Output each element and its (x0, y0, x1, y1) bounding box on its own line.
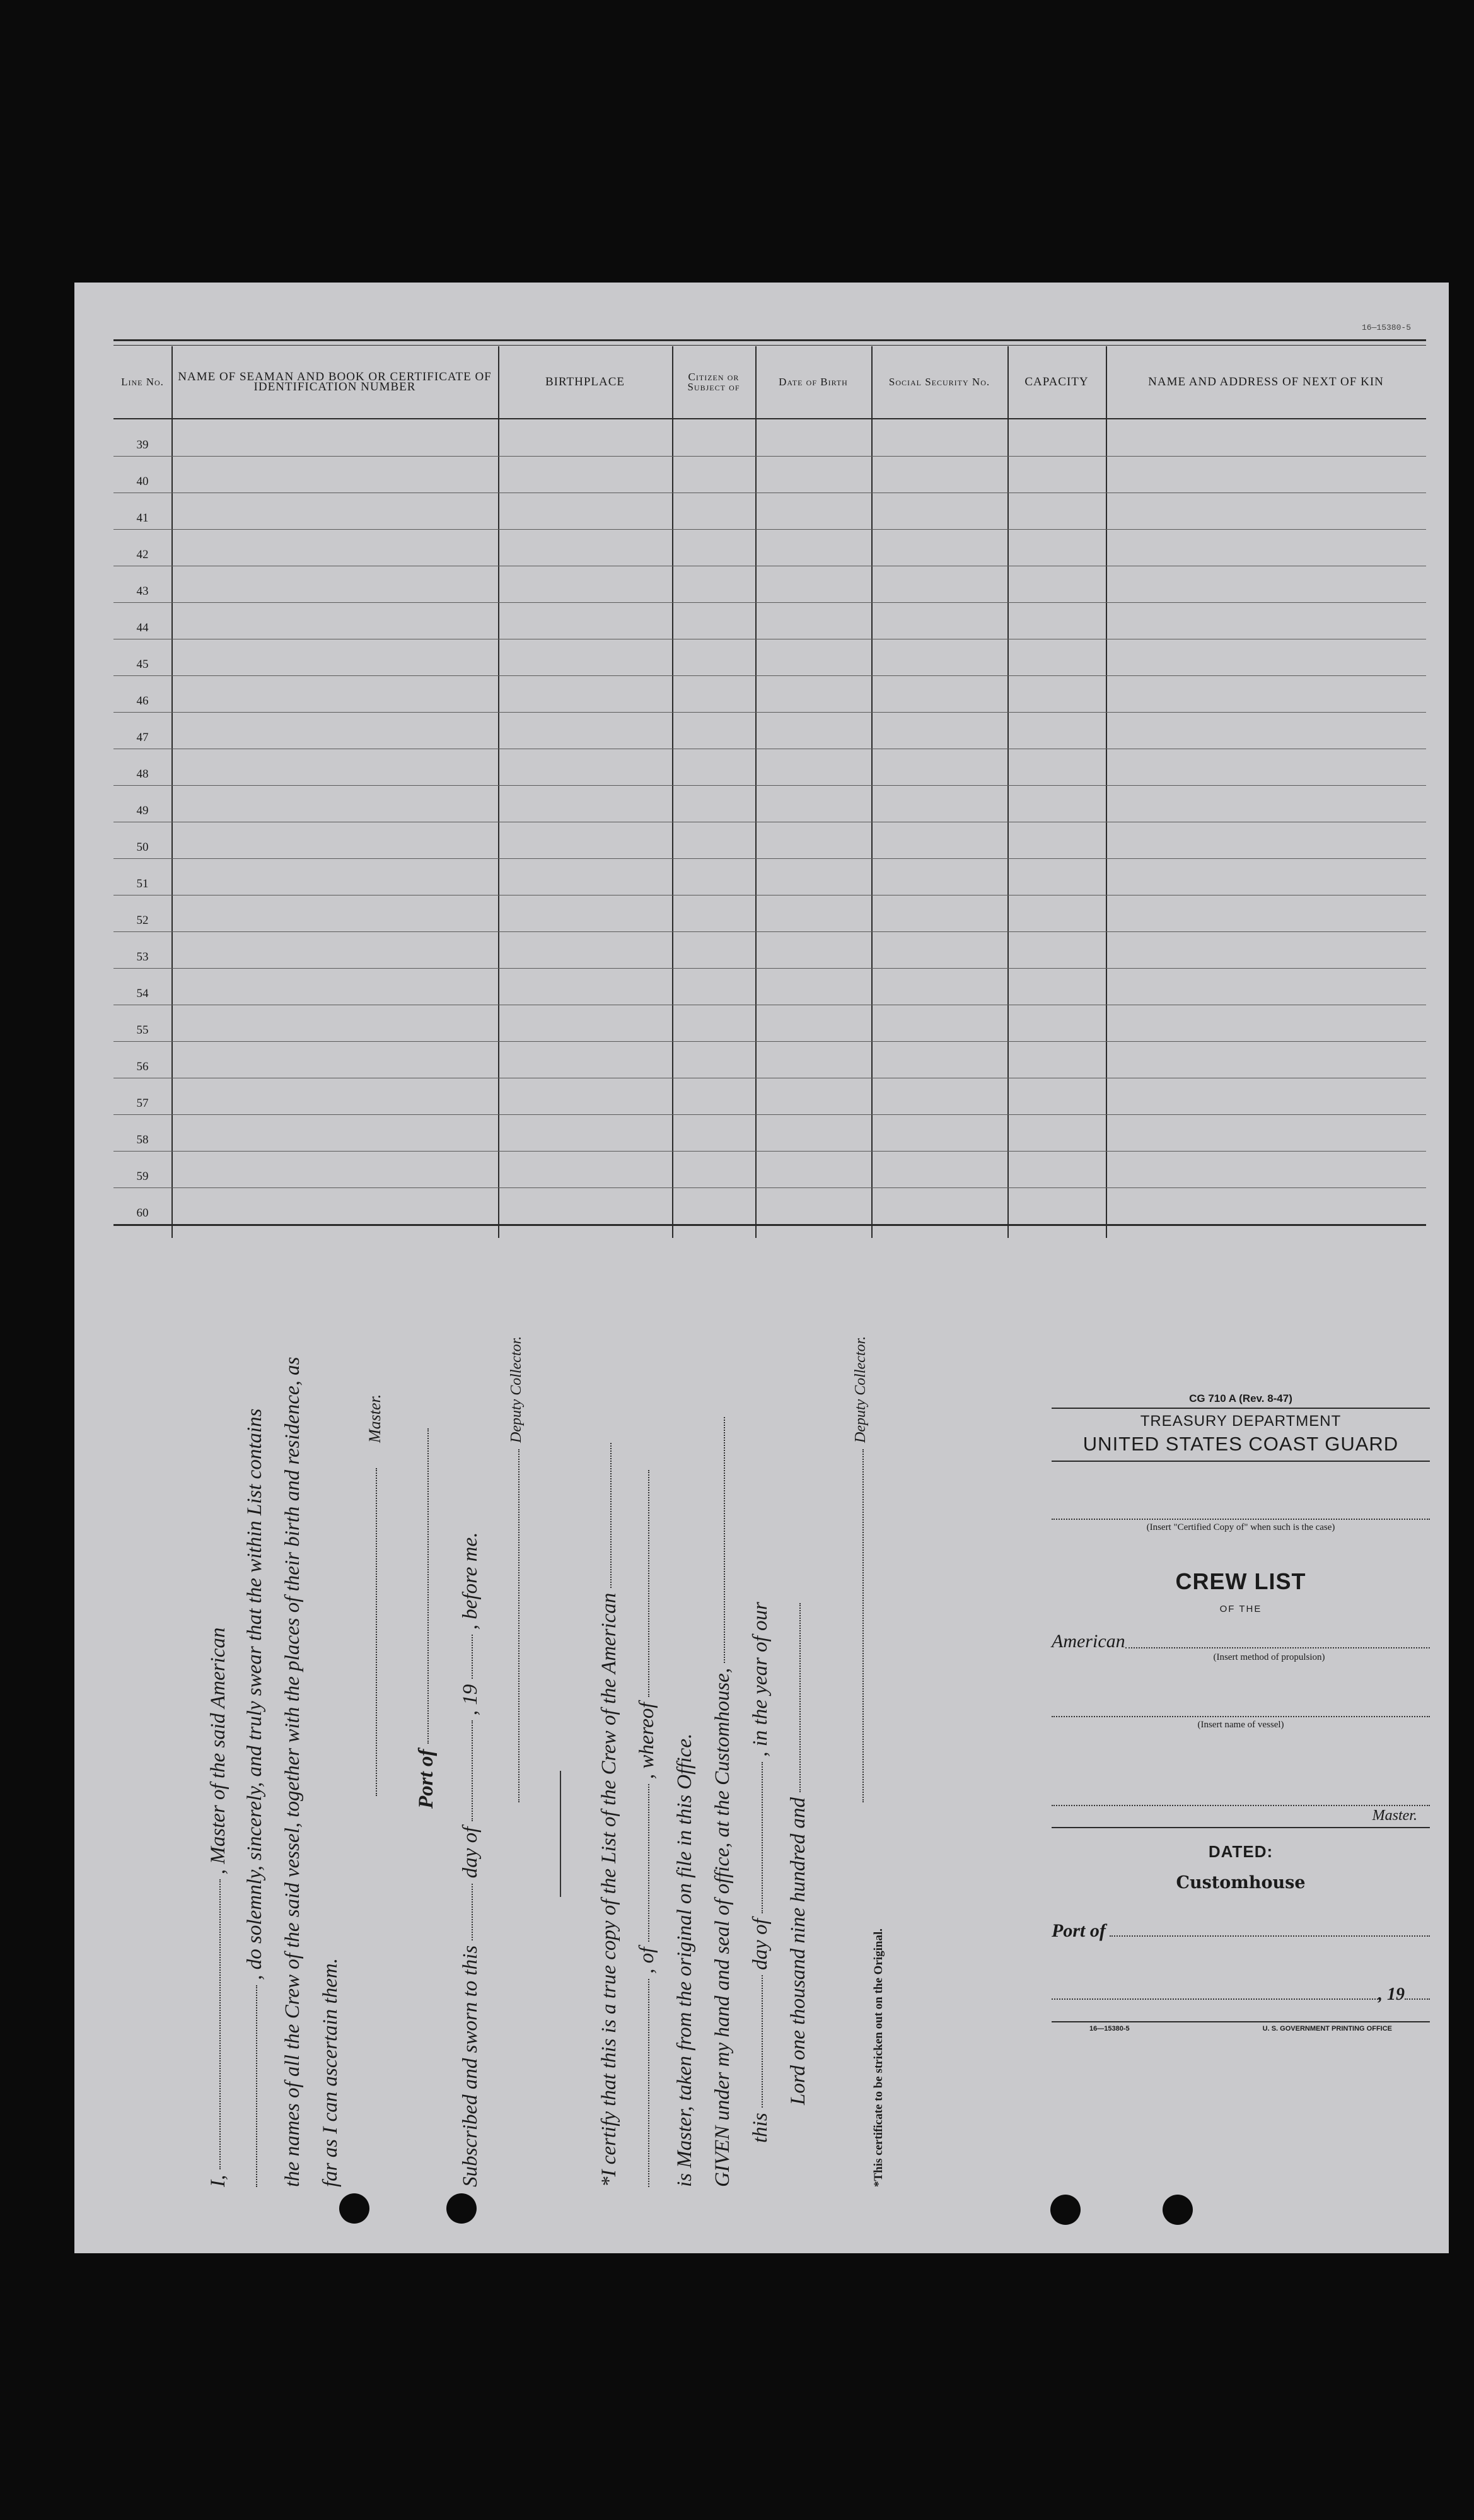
department-name: TREASURY DEPARTMENT (1140, 1413, 1342, 1430)
table-row[interactable] (113, 895, 1426, 932)
master-oath-section (207, 1304, 1039, 2187)
certify-master-blank[interactable] (647, 1470, 649, 1697)
given-this: this (749, 2113, 772, 2143)
line-number: 54 (136, 987, 149, 1000)
certify-vessel-blank[interactable] (610, 1443, 612, 1588)
print-code: 16—15380-5 (1089, 2025, 1130, 2033)
certified-copy-note: (Insert "Certified Copy of" when such is the case) (1146, 1522, 1335, 1532)
given-text: GIVEN under my hand and seal of office, at the Customhouse, (711, 1667, 734, 2187)
propulsion-row (1052, 1631, 1430, 1652)
table-row[interactable] (113, 1078, 1426, 1115)
given-day-blank[interactable] (761, 1975, 763, 2108)
certificate-footnote: *This certificate to be stricken out on the Original. (872, 1928, 885, 2187)
document-title: CREW LIST (1175, 1568, 1306, 1594)
vessel-name-field[interactable] (1052, 1716, 1430, 1717)
header-social-security: Social Security No. (888, 376, 990, 388)
table-row[interactable] (113, 858, 1426, 895)
subscribed-day-blank[interactable] (471, 1884, 473, 1940)
line-number: 47 (136, 731, 149, 744)
table-row[interactable] (113, 822, 1426, 859)
table-row[interactable] (113, 1151, 1426, 1188)
rule (1052, 1827, 1430, 1828)
crew-table-header (113, 346, 1426, 419)
given-year-of-our: , in the year of our (749, 1602, 772, 1757)
table-row[interactable] (113, 1187, 1426, 1226)
certify-of: , of (635, 1947, 658, 1974)
deputy-collector-signature-line[interactable] (518, 1449, 519, 1802)
line-number: 41 (136, 511, 149, 525)
given-month-blank[interactable] (761, 1762, 763, 1913)
certify-text: *I certify that this is a true copy of the List of the Crew of the American (598, 1592, 620, 2187)
certify-vessel-name-blank[interactable] (647, 1979, 649, 2187)
crew-table (113, 339, 1426, 1238)
header-capacity: CAPACITY (1024, 375, 1089, 388)
master-name-blank[interactable] (219, 1880, 221, 2170)
header-birthplace: BIRTHPLACE (545, 375, 625, 388)
given-date-line (749, 1602, 772, 2143)
panel-port-of-blank[interactable] (1110, 1935, 1430, 1937)
agency-name: UNITED STATES COAST GUARD (1082, 1433, 1399, 1455)
form-cover-panel (1052, 1392, 1430, 2033)
line-number: 49 (136, 804, 149, 817)
master-label: Master. (1372, 1807, 1417, 1824)
table-row[interactable] (113, 566, 1426, 603)
line-number: 56 (136, 1060, 149, 1073)
lord-line (787, 1603, 810, 2105)
table-row[interactable] (113, 1041, 1426, 1078)
line-number: 53 (136, 950, 149, 964)
table-row[interactable] (113, 785, 1426, 822)
customhouse-label: Customhouse (1176, 1873, 1306, 1893)
table-row[interactable] (113, 419, 1426, 457)
deputy-collector-label: Deputy Collector. (508, 1336, 525, 1443)
line-number: 50 (136, 841, 149, 854)
header-citizen-of: Citizen or Subject of (687, 371, 740, 393)
panel-year-blank[interactable] (1405, 1998, 1430, 2000)
rule (1052, 1408, 1430, 1409)
oath-line-2 (243, 1409, 267, 2188)
header-seaman-name: NAME OF SEAMAN AND BOOK OR CERTIFICATE OF IDENTIFICATION NUMBER (178, 370, 492, 394)
line-number: 58 (136, 1133, 149, 1146)
customhouse-blank[interactable] (723, 1417, 725, 1663)
propulsion-note: (Insert method of propulsion) (1213, 1652, 1325, 1662)
header-next-of-kin: NAME AND ADDRESS OF NEXT OF KIN (1148, 375, 1384, 388)
table-row[interactable] (113, 749, 1426, 786)
rule (1052, 1461, 1430, 1462)
given-day-of: day of (749, 1918, 772, 1970)
vessel-name-blank[interactable] (255, 1985, 257, 2187)
certify-line-3: is Master, taken from the original on file in this Office. (673, 1733, 696, 2187)
print-footer (1052, 2025, 1430, 2033)
of-the-label: OF THE (1219, 1604, 1262, 1614)
form-number: CG 710 A (Rev. 8-47) (1189, 1392, 1292, 1404)
rule (1052, 2021, 1430, 2022)
panel-19-label: , 19 (1378, 1985, 1405, 2004)
master-name-field[interactable] (1052, 1805, 1430, 1806)
printing-office: U. S. GOVERNMENT PRINTING OFFICE (1262, 2025, 1392, 2033)
line-number: 39 (136, 438, 149, 452)
subscribed-before-me: , before me. (459, 1532, 482, 1630)
port-of-row (1052, 1920, 1430, 1942)
separator-rule (560, 1771, 561, 1897)
panel-date-row (1052, 1985, 1430, 2005)
line-number: 46 (136, 694, 149, 708)
oath-i: I, (207, 2174, 229, 2187)
panel-date-blank[interactable] (1052, 1998, 1378, 2000)
table-row[interactable] (113, 456, 1426, 493)
table-row[interactable] (113, 1005, 1426, 1042)
subscribed-text: Subscribed and sworn to this (459, 1945, 482, 2187)
line-number: 44 (136, 621, 149, 634)
line-number: 42 (136, 548, 149, 561)
certify-whereof: , whereof (635, 1702, 658, 1780)
oath-line-3: the names of all the Crew of the said vessel, together with the places of their birth and residence, as (281, 1356, 304, 2187)
oath-line-1 (207, 1628, 230, 2187)
punch-hole (1050, 2195, 1081, 2225)
table-row[interactable] (113, 639, 1426, 676)
table-row[interactable] (113, 675, 1426, 713)
header-date-of-birth: Date of Birth (779, 376, 848, 388)
line-number: 55 (136, 1024, 149, 1037)
subscribed-19: , 19 (459, 1684, 482, 1716)
lord-text: Lord one thousand nine hundred and (787, 1797, 810, 2105)
panel-port-of-label: Port of (1052, 1920, 1106, 1941)
table-row[interactable] (113, 493, 1426, 530)
line-number: 59 (136, 1170, 149, 1183)
oath-master-of-american: , Master of the said American (207, 1627, 229, 1875)
vessel-name-note: (Insert name of vessel) (1197, 1720, 1284, 1730)
line-number: 51 (136, 877, 149, 890)
table-row[interactable] (113, 1114, 1426, 1152)
subscribed-line (459, 1532, 482, 2187)
certify-port-blank[interactable] (647, 1784, 649, 1942)
subscribed-day-of: day of (459, 1826, 482, 1879)
subscribed-year-blank[interactable] (471, 1635, 473, 1679)
line-number: 45 (136, 658, 149, 671)
master-signature-label: Master. (366, 1394, 384, 1443)
dated-label: DATED: (1208, 1842, 1274, 1861)
line-number: 43 (136, 585, 149, 598)
deputy-collector-signature-line-2[interactable] (862, 1449, 864, 1802)
form-print-code: 16—15380-5 (1361, 323, 1411, 332)
header-line-no: Line No. (121, 376, 164, 388)
propulsion-blank[interactable] (1125, 1647, 1430, 1648)
deputy-collector-label-2: Deputy Collector. (852, 1336, 869, 1443)
port-of-label: Port of (415, 1749, 438, 1809)
year-blank[interactable] (799, 1603, 801, 1792)
crew-list-form-sheet (74, 283, 1449, 2253)
table-row[interactable] (113, 602, 1426, 639)
table-row[interactable] (113, 529, 1426, 566)
master-signature-line[interactable] (376, 1468, 377, 1796)
certify-line (598, 1443, 621, 2187)
punch-hole (1163, 2195, 1193, 2225)
oath-line-4: far as I can ascertain them. (319, 1958, 342, 2187)
table-row[interactable] (113, 712, 1426, 749)
line-number: 52 (136, 914, 149, 927)
punch-hole (339, 2193, 369, 2224)
oath-swear-text: , do solemnly, sincerely, and truly swear that the within List contains (243, 1408, 266, 1980)
line-number: 57 (136, 1097, 149, 1110)
line-number: 60 (136, 1206, 149, 1220)
line-number: 48 (136, 767, 149, 781)
table-row[interactable] (113, 931, 1426, 969)
certify-line-2 (635, 1470, 659, 2187)
punch-hole (446, 2193, 477, 2224)
oath-port-of-line (415, 1428, 438, 1809)
certified-copy-blank[interactable] (1052, 1519, 1430, 1520)
subscribed-month-blank[interactable] (471, 1720, 473, 1821)
american-label: American (1052, 1631, 1125, 1652)
table-row[interactable] (113, 968, 1426, 1005)
line-number: 40 (136, 475, 149, 488)
given-line (711, 1417, 734, 2187)
port-of-blank[interactable] (427, 1428, 429, 1744)
